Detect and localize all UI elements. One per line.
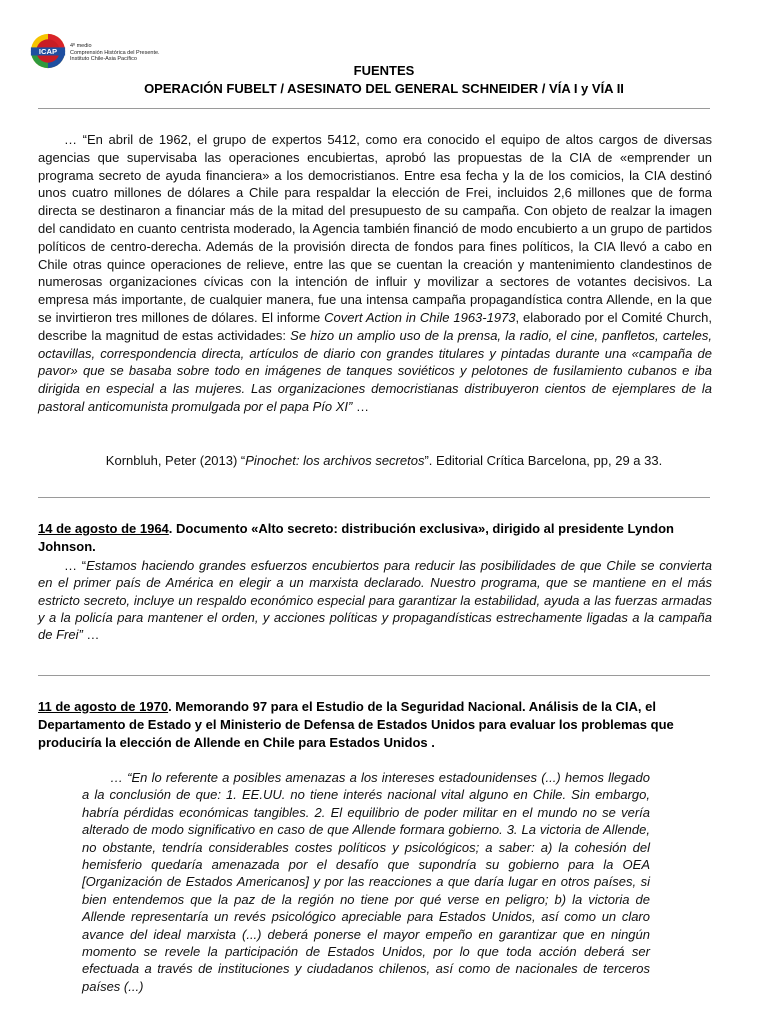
- source1-quote: Se hizo un amplio uso de la prensa, la radio, el cine, panfletos, carteles, octavillas, correspondencia directa, artículos de diario con grandes titulares y pintadas durante una «campaña de pavor» que se basaba sobre todo en imágenes de tanques soviéticos y pelotones de fusilamiento cubanos e iba dirigida en especial a las mujeres. Las organizaciones democristianas distribuyeron cientos de ejemplares de la pastoral anticomunista promulgada por el papa Pío XI”: [38, 327, 712, 414]
- institution-line-1: 4º medio: [70, 43, 92, 49]
- divider: [38, 497, 710, 498]
- source2-quote-end: …: [82, 627, 100, 643]
- institution-line-2: Comprensión Histórica del Presente.: [70, 49, 160, 56]
- page-title: FUENTES: [353, 63, 415, 78]
- citation: [0, 452, 768, 469]
- source2-quote: [38, 557, 712, 643]
- source3-heading: [38, 698, 710, 752]
- source2-heading: [38, 520, 710, 556]
- page-subtitle: OPERACIÓN FUBELT / ASESINATO DEL GENERAL SCHNEIDER / VÍA I y VÍA II: [144, 81, 624, 96]
- source1-paragraph: [38, 131, 712, 416]
- citation-prefix: Kornbluh, Peter (2013) “: [105, 453, 246, 468]
- citation-suffix: ”. Editorial Crítica Barcelona, pp, 29 a 33.: [424, 453, 663, 468]
- logo-text: ICAP: [38, 47, 58, 57]
- divider: [38, 675, 710, 676]
- source2-date: 14 de agosto de 1964: [38, 521, 169, 536]
- citation-book: Pinochet: los archivos secretos: [245, 453, 425, 468]
- source3-date: 11 de agosto de 1970: [38, 699, 169, 714]
- source3-heading-text: . Memorando 97 para el Estudio de la Seguridad Nacional. Análisis de la CIA, el Departamento de Estado y el Ministerio de Defensa de Estados Unidos para evaluar los problemas que produciría la elección de Allende en Chile para Estados Unidos .: [38, 699, 674, 750]
- source1-text-mid: , elaborado por el Comité Church, describe la magnitud de estas actividades:: [38, 309, 712, 343]
- source1-text: … “En abril de 1962, el grupo de expertos 5412, como era conocido el equipo de altos cargos de diversas agencias que supervisaba las operaciones encubiertas, aprobó las propuestas de la CIA de «emprender un programa secreto de ayuda financiera» a los democristianos. Entre esa fecha y la de los comicios, la CIA destinó unos cuatro millones de dólares a Chile para respaldar la elección de Frei, incluidos 2,6 millones que de forma directa se destinaron a financiar más de la mitad del presupuesto de su campaña. Con objeto de realzar la imagen del candidato en cuanto centrista moderado, la Agencia también financió de modo encubierto a un grupo de partidos políticos de centro-derecha. Además de la provisión directa de fondos para fines políticos, la CIA llevó a cabo en Chile otras quince operaciones de relieve, entre las que se cuentan la creación y mantenimiento clandestinos de numerosas organizaciones cívicas con la intención de influir y movilizar a sectores de votantes decisivos. La empresa más importante, de cualquier manera, fue una intensa campaña propagandística contra Allende, en la que se invirtieron tres millones de dólares. El informe: [38, 132, 712, 325]
- source3-quote: … “En lo referente a posibles amenazas a los intereses estadounidenses (...) hemos llegado a la conclusión de que: 1. EE.UU. no tiene interés nacional vital alguno en Chile. Sin embargo, habría pérdidas económicas tangibles. 2. El equilibrio de poder militar en el mundo no se vería alterado de modo significativo en caso de que Allende formara gobierno. 3. La victoria de Allende, no obstante, tendría considerables costes políticos y psicológicos; a saber: a) la cohesión del hemisferio quedaría amenazada por el desafío que supondría su gobierno para la OEA [Organización de Estados Americanos] y por las reacciones a que daría lugar en otros países, si bien entendemos que la paz de la región no tiene por qué verse en peligro; b) la victoria de Allende representaría un revés psicológico apreciable para Estados Unidos, así como un claro avance del ideal marxista (...) deberá ponerse el mayor empeño en garantizar que en ningún momento se revele la participación de Estados Unidos, por lo que toda acción deberá ser efectuada a través de instituciones y ciudadanos chilenos, así como de nacionales de terceros países (...): [82, 770, 650, 994]
- institution-line-3: Instituto Chile-Asia Pacífico: [70, 56, 137, 62]
- source1-text-end: …: [352, 398, 369, 414]
- source2-quote-text: Estamos haciendo grandes esfuerzos encubiertos para reducir las posibilidades de que Chile se convierta en el primer país de América en elegir a un marxista declarado. Nuestro programa, que se mantiene en el más estricto secreto, incluye un respaldo económico especial para garantizar la estabilidad, ayuda a las fuerzas armadas y a la policía para mantener el orden, y acciones políticas y propagandísticas estrechamente ligadas a la campaña de Frei”: [38, 558, 712, 643]
- source2-quote-lead: … “: [64, 558, 87, 573]
- source2-heading-text: . Documento «Alto secreto: distribución exclusiva», dirigido al presidente Lyndon Johnson.: [38, 521, 674, 554]
- report-title: Covert Action in Chile 1963-1973: [324, 309, 516, 325]
- divider: [38, 108, 710, 109]
